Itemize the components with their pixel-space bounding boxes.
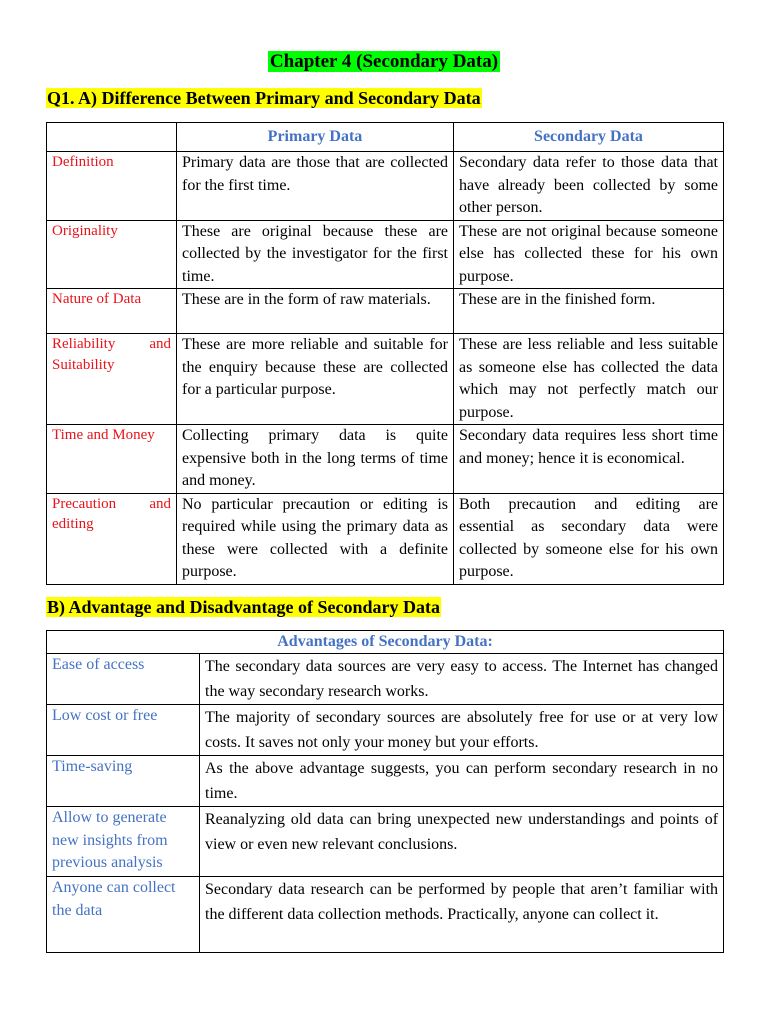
- secondary-cell: Secondary data requires less short time and money; hence it is economical.: [454, 425, 724, 494]
- row-label: Reliability and Suitability: [47, 334, 177, 425]
- advantage-text: Reanalyzing old data can bring unexpected new understandings and points of view or even new relevant conclusions.: [200, 807, 724, 877]
- primary-cell: These are in the form of raw materials.: [177, 289, 454, 334]
- primary-cell: These are more reliable and suitable for the enquiry because these are collected for a particular purpose.: [177, 334, 454, 425]
- advantage-text: The majority of secondary sources are absolutely free for use or at very low costs. It saves not only your money but your efforts.: [200, 705, 724, 756]
- b-heading-text: B) Advantage and Disadvantage of Secondary Data: [47, 597, 441, 617]
- table-row: [47, 705, 724, 756]
- comparison-header-primary: Primary Data: [177, 123, 454, 152]
- primary-cell: No particular precaution or editing is required while using the primary data as these were collected with a definite purpose.: [177, 493, 454, 584]
- table-row: [47, 654, 724, 705]
- primary-cell: Primary data are those that are collected for the first time.: [177, 152, 454, 221]
- comparison-header-blank: [47, 123, 177, 152]
- row-label: Nature of Data: [47, 289, 177, 334]
- comparison-header-secondary: Secondary Data: [454, 123, 724, 152]
- row-label: Time and Money: [47, 425, 177, 494]
- advantage-label: Anyone can collect the data: [47, 877, 200, 953]
- table-row: [47, 289, 724, 334]
- table-row: [47, 425, 724, 494]
- table-row: [47, 220, 724, 289]
- table-row: [47, 152, 724, 221]
- advantages-title: Advantages of Secondary Data:: [47, 631, 724, 654]
- table-row: [47, 334, 724, 425]
- advantage-label: Low cost or free: [47, 705, 200, 756]
- row-label: Precaution and editing: [47, 493, 177, 584]
- advantage-label: Ease of access: [47, 654, 200, 705]
- q1-heading: [46, 86, 482, 110]
- table-row: [47, 877, 724, 953]
- chapter-title: [0, 50, 768, 74]
- secondary-cell: These are less reliable and less suitable as someone else has collected the data which may not perfectly match our purpose.: [454, 334, 724, 425]
- primary-cell: Collecting primary data is quite expensive both in the long terms of time and money.: [177, 425, 454, 494]
- advantages-title-row: [47, 631, 724, 654]
- primary-cell: These are original because these are collected by the investigator for the first time.: [177, 220, 454, 289]
- advantage-label: Allow to generate new insights from previous analysis: [47, 807, 200, 877]
- advantage-text: The secondary data sources are very easy to access. The Internet has changed the way secondary research works.: [200, 654, 724, 705]
- secondary-cell: Secondary data refer to those data that have already been collected by some other person.: [454, 152, 724, 221]
- advantage-text: As the above advantage suggests, you can perform secondary research in no time.: [200, 756, 724, 807]
- q1-heading-text: Q1. A) Difference Between Primary and Secondary Data: [47, 88, 481, 108]
- b-heading: [46, 595, 441, 619]
- table-row: [47, 807, 724, 877]
- advantages-table: [46, 630, 724, 953]
- row-label: Definition: [47, 152, 177, 221]
- secondary-cell: These are in the finished form.: [454, 289, 724, 334]
- table-row: [47, 493, 724, 584]
- advantage-text: Secondary data research can be performed by people that aren’t familiar with the different data collection methods. Practically, anyone can collect it.: [200, 877, 724, 953]
- advantage-label: Time-saving: [47, 756, 200, 807]
- comparison-header-row: [47, 123, 724, 152]
- row-label: Originality: [47, 220, 177, 289]
- secondary-cell: These are not original because someone else has collected these for his own purpose.: [454, 220, 724, 289]
- table-row: [47, 756, 724, 807]
- secondary-cell: Both precaution and editing are essential as secondary data were collected by someone else for his own purpose.: [454, 493, 724, 584]
- comparison-table: [46, 122, 724, 585]
- chapter-title-text: Chapter 4 (Secondary Data): [269, 51, 499, 72]
